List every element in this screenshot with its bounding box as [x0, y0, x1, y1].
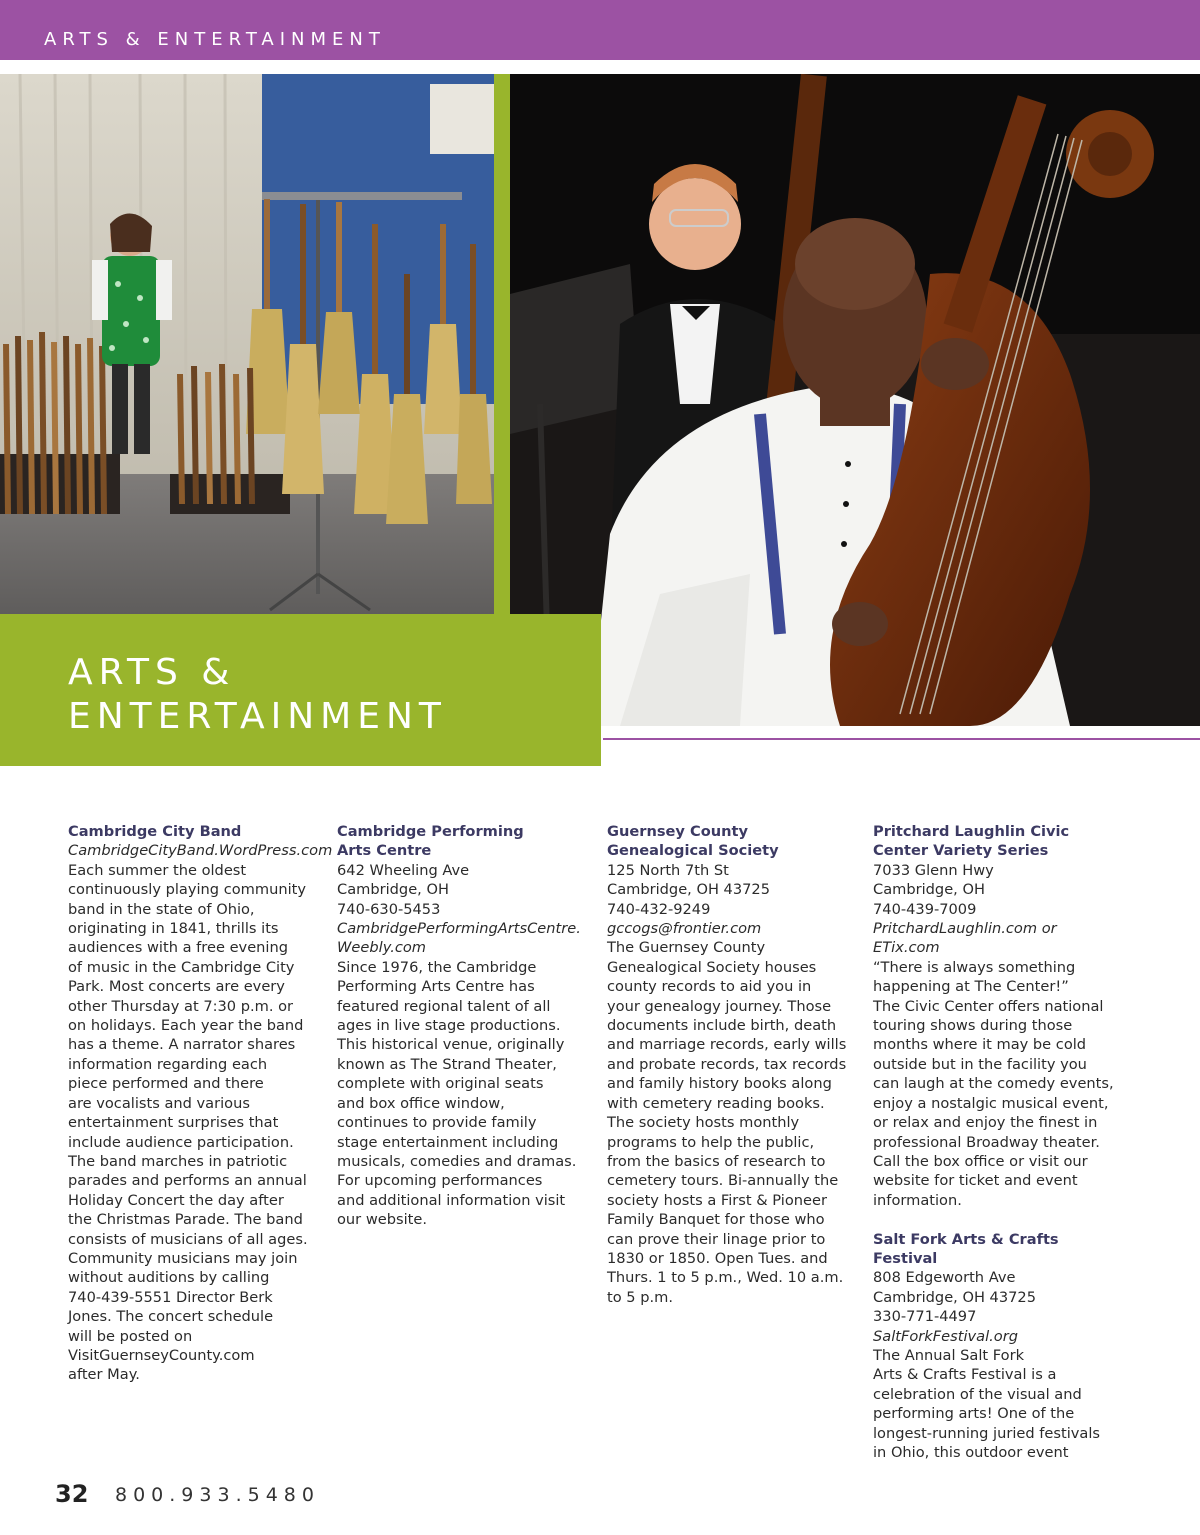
listing-website: CambridgeCityBand.WordPress.com [68, 842, 333, 860]
listing-name: Salt Fork Arts & Crafts Festival [873, 1230, 1059, 1267]
listing-description: “There is always something happening at The Center!” The Civic Center offers national touring shows during those months where it may be cold outside but in the facility you can laugh at the comedy events, enjoy a nostalgic musical event, or relax and enjoy the finest in professional Broadway theater. Call the box office or visit our website for ticket and event information. [873, 958, 1114, 1209]
column-2 [337, 822, 583, 1230]
listing-website: SaltForkFestival.org [873, 1327, 1018, 1345]
listing-description: The Guernsey County Genealogical Society houses county records to aid you in your genealogy journey. Those documents include birth, death and marriage records, early wills and probate records, tax records and family history books along with cemetery reading books. The society hosts monthly programs to help the public, from the basics of research to cemetery tours. Bi-annually the society hosts a First & Pioneer Family Banquet for those who can prove their linage prior to 1830 or 1850. Open Tues. and Thurs. 1 to 5 p.m., Wed. 10 a.m. to 5 p.m. [607, 939, 847, 1306]
footer-phone: 800.933.5480 [115, 1484, 320, 1506]
column-3 [607, 822, 857, 1307]
section-header-bar [0, 0, 1200, 60]
listing-description: The Annual Salt Fork Arts & Crafts Festival is a celebration of the visual and performing arts! One of the longest-running juried festivals in Ohio, this outdoor event [873, 1346, 1100, 1461]
section-header-label: ARTS & ENTERTAINMENT [44, 29, 386, 50]
page-title-line-1: ARTS & [68, 652, 236, 693]
page-number: 32 [55, 1480, 89, 1508]
listing-address: 125 North 7th St Cambridge, OH 43725 740-432-9249 [607, 861, 770, 918]
column-1 [68, 822, 333, 1385]
column-4 [873, 822, 1123, 1462]
listing-description: Each summer the oldest continuously playing community band in the state of Ohio, originating in 1841, thrills its audiences with a free evening of music in the Cambridge City Park. Most concerts are every other Thursday at 7:30 p.m. or on holidays. Each year the band has a theme. A narrator shares information regarding each piece performed and there are vocalists and various entertainment surprises that include audience participation. The band marches in patriotic parades and performs an annual Holiday Concert the day after the Christmas Parade. The band consists of musicians of all ages. Community musicians may join without auditions by calling 740-439-5551 Director Berk Jones. The concert schedule will be posted on VisitGuernseyCounty.com after May. [68, 861, 308, 1384]
listing-name: Cambridge City Band [68, 823, 242, 840]
listing-description: Since 1976, the Cambridge Performing Arts Centre has featured regional talent of all ages in live stage productions. This historical venue, originally known as The Strand Theater, complete with original seats and box office window, continues to provide family stage entertainment including musicals, comedies and dramas. For upcoming performances and additional information visit our website. [337, 958, 577, 1229]
divider-rule [603, 738, 1200, 740]
listing-address: 808 Edgeworth Ave Cambridge, OH 43725 330-771-4497 [873, 1269, 1036, 1326]
listing-address: 7033 Glenn Hwy Cambridge, OH 740-439-7009 [873, 861, 994, 918]
page-footer [55, 1480, 320, 1508]
listing-website: PritchardLaughlin.com or ETix.com [873, 920, 1057, 957]
listing-address: 642 Wheeling Ave Cambridge, OH 740-630-5453 [337, 861, 470, 918]
listing-website: CambridgePerformingArtsCentre. Weebly.com [337, 920, 581, 957]
bass-players-photo [510, 74, 1200, 726]
listing-name: Cambridge Performing Arts Centre [337, 823, 524, 860]
page-title-block [0, 614, 601, 766]
listing-name: Pritchard Laughlin Civic Center Variety Series [873, 823, 1070, 860]
listing-name: Guernsey County Genealogical Society [607, 823, 779, 860]
craft-booth-photo [0, 74, 494, 614]
accent-strip [494, 74, 510, 614]
listing-email: gccogs@frontier.com [607, 920, 762, 938]
page-title-line-2: ENTERTAINMENT [68, 696, 447, 737]
